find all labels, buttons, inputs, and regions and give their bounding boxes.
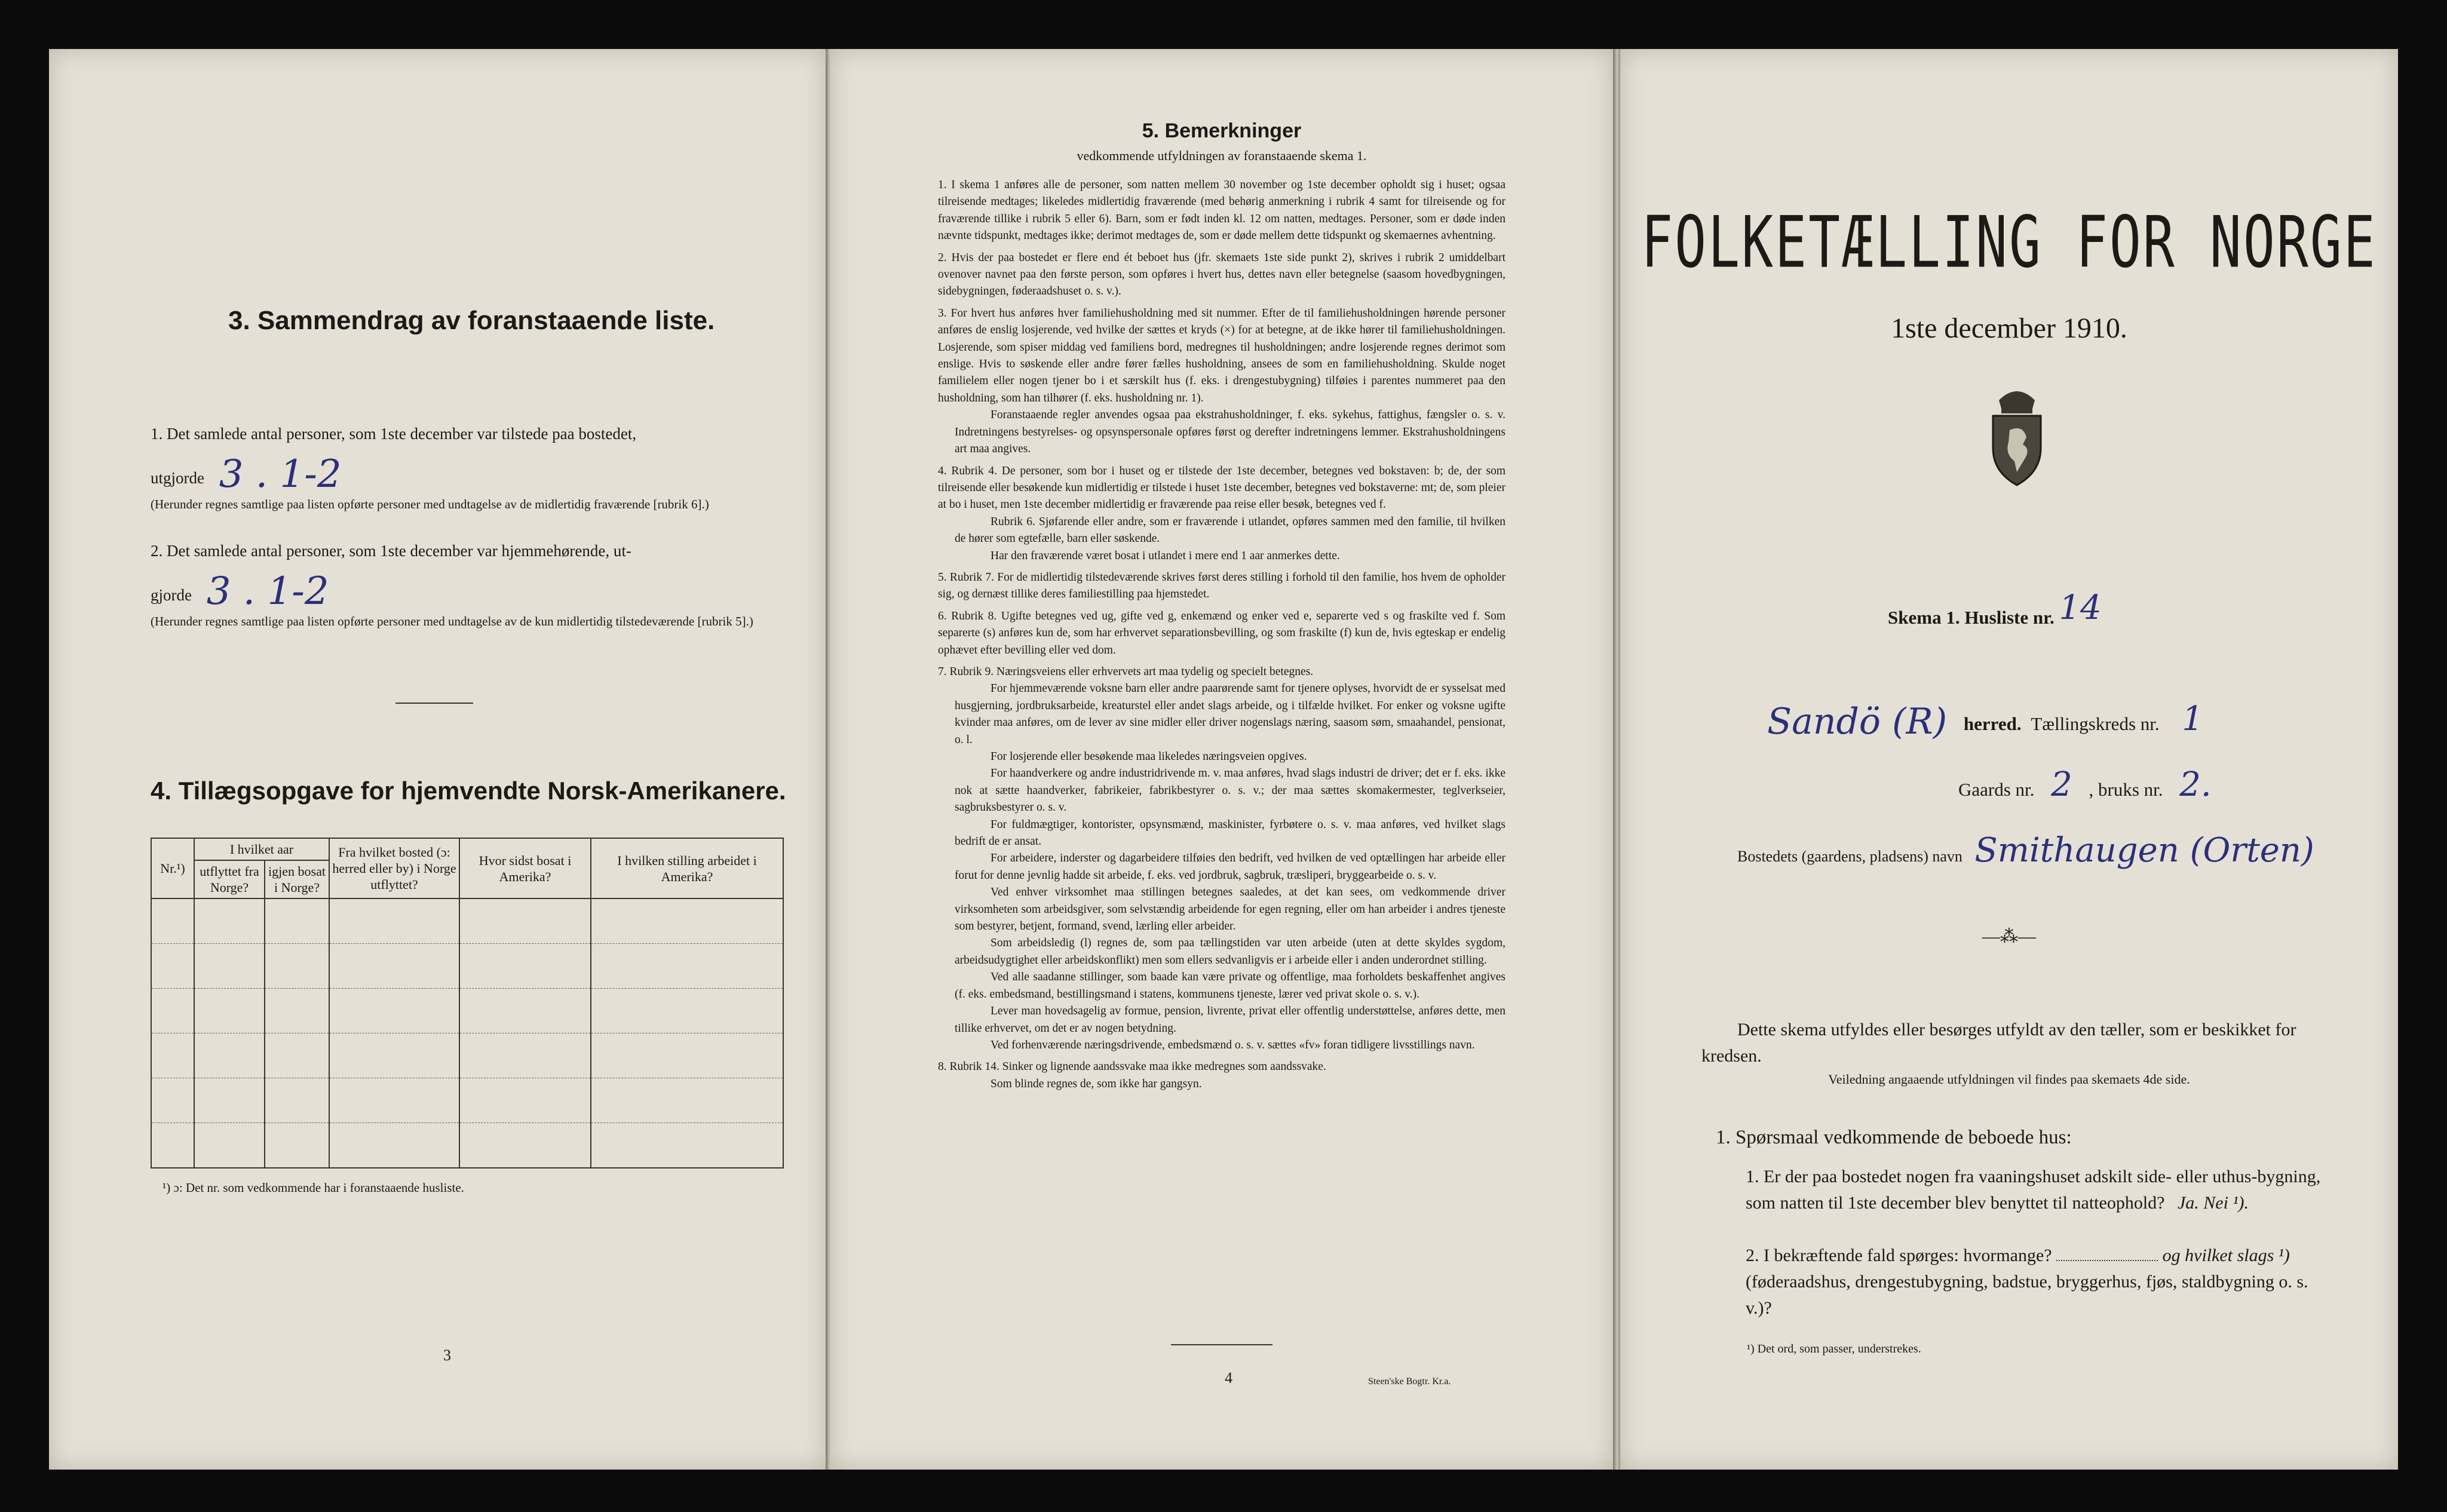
- table-row: [151, 898, 783, 944]
- census-date: 1ste december 1910.: [1891, 312, 2127, 344]
- remark-7-j: Ved forhenværende næringsdrivende, embedsmænd o. s. v. sættes «fv» foran tidligere livsstillings navn.: [991, 1038, 1475, 1051]
- item-2-utgjorde-label: gjorde: [151, 586, 192, 604]
- item-1-note: (Herunder regnes samtlige paa listen opførte personer med undtagelse av de midlertidig fraværende [rubrik 6].): [151, 497, 709, 511]
- remark-4: 4. Rubrik 4. De personer, som bor i huset og er tilstede der 1ste december, betegnes ved bokstaven: b; de, der som tilreisende eller besøkende kun midlertidig er tilstede i huset 1ste december, betegnes ved bokstaverne: mt; de, som pleier at bo i huset, men 1ste december midlertidig er fraværende paa reise eller besøk, betegnes ved f.: [938, 464, 1505, 511]
- printer-credit: Steen'ske Bogtr. Kr.a.: [1368, 1376, 1451, 1387]
- remark-7-c: For haandverkere og andre industridrivende m. v. maa anføres, hvad slags industri de driver; det er f. eks. ikke nok at sætte haandverker, fabrikeier, fabrikbestyrer o. s. v.; der maa sættes skomakermester, teglverkseier, sagbruksbestyrer o. s. v.: [955, 767, 1505, 814]
- herred-line: [1767, 700, 2204, 743]
- item-2-note: (Herunder regnes samtlige paa listen opførte personer med undtagelse av de kun midlertidig tilstedeværende [rubrik 5].): [151, 614, 753, 628]
- kreds-label: Tællingskreds nr.: [2031, 713, 2160, 734]
- question-1-text: 1. Er der paa bostedet nogen fra vaaningshuset adskilt side- eller uthus-bygning, som natten til 1ste december blev benyttet til natteophold?: [1746, 1167, 2321, 1213]
- norwegian-lion-crest-icon: [1981, 382, 2053, 490]
- page-number: 3: [443, 1347, 451, 1364]
- col-fra: Fra hvilket bosted (ɔ: herred eller by) i Norge utflyttet?: [329, 838, 459, 898]
- remark-8: 8. Rubrik 14. Sinker og lignende aandssvake maa ikke medregnes som aandssvake.: [938, 1060, 1326, 1074]
- question-1-answer: Ja. Nei ¹).: [2177, 1193, 2249, 1213]
- remarks-heading: 5. Bemerkninger: [1142, 119, 1302, 142]
- page-number: 4: [1225, 1369, 1232, 1387]
- remark-3: 3. For hvert hus anføres hver familiehusholdning med sit nummer. Efter de til familiehusholdningen hørende personer anføres de enslig losjerende, ved hvilke der sættes et kryds (×) for at betegne, at de ikke hører til familiehusholdningen. Losjerende, som spiser middag ved familiens bord, medregnes til husholdningen; andre losjerende regnes derimot som enslige. Hvis to søskende eller andre fører fælles husholdning, ansees de som en familiehusholdning. Skulde noget familielem eller nogen tjener bo i et særskilt hus (f. eks. i drengestubygning) tilføies i parentes nummeret paa den husholdning, som han tilhører (f. eks. husholdning nr. 1).: [938, 306, 1505, 404]
- col-stilling: I hvilken stilling arbeidet i Amerika?: [591, 838, 783, 898]
- remark-4-bosat: Har den fraværende været bosat i utlandet i mere end 1 aar anmerkes dette.: [991, 549, 1340, 562]
- skema-text: Skema 1. Husliste nr.: [1888, 607, 2055, 628]
- remark-4-rubrik-6: Rubrik 6. Sjøfarende eller andre, som er fraværende i utlandet, opføres sammen med den familie, til hvilken de hører som egtefælle, barn eller søskende.: [955, 515, 1505, 545]
- col-igjen: igjen bosat i Norge?: [265, 860, 329, 898]
- instruction-text: Dette skema utfyldes eller besørges utfyldt av den tæller, som er beskikket for kredsen.: [1701, 1020, 2296, 1066]
- table-row: [151, 1033, 783, 1078]
- herred-value: Sandö (R): [1767, 701, 1948, 743]
- questions-heading: 1. Spørsmaal vedkommende de beboede hus:: [1716, 1127, 2072, 1148]
- question-2-text: 2. I bekræftende fald spørges: hvormange?: [1746, 1246, 2052, 1265]
- section-3-item-1: [151, 421, 766, 514]
- col-nr: Nr.¹): [151, 838, 194, 898]
- remark-7-f: Ved enhver virksomhet maa stillingen betegnes saaledes, at det kan sees, om vedkommende driver virksomheten som arbeidsgiver, som selvstændig arbeidende for egen regning, eller om han arbeider i andres tjeneste som bestyrer, betjent, formand, svend, lærling eller arbeider.: [955, 886, 1505, 933]
- gaards-value: 2: [2051, 765, 2072, 804]
- section-3-item-2: [151, 538, 766, 631]
- remark-1: 1. I skema 1 anføres alle de personer, som natten mellem 30 november og 1ste december opholdt sig i huset; ogsaa tilreisende medtages; likeledes midlertidig fraværende (med behørig anmerkning i rubrik 4 samt for tilreisende og for fraværende tillike i rubrik 5 eller 6). Barn, som er født inden kl. 12 om natten, medtages. Personer, som er døde inden nævnte tidspunkt, medtages ikke; derimot medtages de, som er døde mellem dette tidspunkt og skemaernes avhentning.: [938, 179, 1505, 243]
- col-utflyttet: utflyttet fra Norge?: [194, 860, 265, 898]
- skema-label: [1888, 588, 2102, 631]
- remark-3-extra: Foranstaaende regler anvendes ogsaa paa ekstrahusholdninger, f. eks. sykehus, fattighus, fængsler o. s. v. Indretningens bestyrelses- og opsynspersonale opføres først og derefter indretningens lemmer. Ekstrahusholdningens art maa angives.: [955, 409, 1505, 456]
- right-footnote: ¹) Det ord, som passer, understrekes.: [1747, 1342, 1921, 1355]
- col-hvor: Hvor sidst bosat i Amerika?: [459, 838, 591, 898]
- item-1-text: 1. Det samlede antal personer, som 1ste december var tilstede paa bostedet,: [151, 425, 637, 443]
- remark-7-h: Ved alle saadanne stillinger, som baade kan være private og offentlige, maa forholdets beskaffenhet angives (f. eks. embedsmand, bestillingsmand i statens, kommunens tjeneste, lærer ved privat skole o. s. v.).: [955, 971, 1505, 1001]
- guidance-text: Veiledning angaaende utfyldningen vil findes paa skemaets 4de side.: [1828, 1072, 2190, 1087]
- remark-7-g: Som arbeidsledig (l) regnes de, som paa tællingstiden var uten arbeide (uten at dette skyldes sygdom, arbeidsudygtighet eller arbeidskonflikt) men som ellers sedvanligvis er i arbeide eller i anden underordnet stilling.: [955, 937, 1505, 967]
- herred-label: herred.: [1963, 713, 2022, 734]
- remark-5: 5. Rubrik 7. For de midlertidig tilstedeværende skrives først deres stilling i forhold til den familie, hos hvem de opholder sig, og dernæst tillike deres familiestilling paa hjemstedet.: [938, 571, 1505, 601]
- remark-7: 7. Rubrik 9. Næringsveiens eller erhvervets art maa tydelig og specielt betegnes.: [938, 665, 1314, 678]
- section-3-heading: 3. Sammendrag av foranstaaende liste.: [228, 306, 715, 335]
- ornament: —⁂—: [1982, 927, 2036, 946]
- question-2-examples: (føderaadshus, drengestubygning, badstue, bryggerhus, fjøs, staldbygning o. s. v.)?: [1746, 1272, 2308, 1318]
- divider: [395, 703, 473, 704]
- section-4-heading: 4. Tillægsopgave for hjemvendte Norsk-Amerikanere.: [151, 777, 786, 805]
- bruks-label: , bruks nr.: [2089, 779, 2163, 800]
- table-row: [151, 1078, 783, 1123]
- remark-6: 6. Rubrik 8. Ugifte betegnes ved ug, gifte ved g, enkemænd og enker ved e, separerte ved s og fraskilte ved f. Som separerte (s) anføres kun de, som har erhvervet separationsbevilling, og som fraskilte (f) kun de, hvis egteskap er endelig ophævet efter bevilling eller ved dom.: [938, 609, 1505, 657]
- item-2-text: 2. Det samlede antal personer, som 1ste december var hjemmehørende, ut-: [151, 542, 631, 560]
- item-2-handwritten-value: 3 . 1-2: [206, 569, 329, 614]
- husliste-number: 14: [2059, 588, 2102, 627]
- divider: [1171, 1344, 1272, 1345]
- item-1-handwritten-value: 3 . 1-2: [219, 452, 342, 496]
- census-title: FOLKETÆLLING FOR NORGE: [1641, 200, 2377, 284]
- remark-7-b: For losjerende eller besøkende maa likeledes næringsveien opgives.: [991, 750, 1307, 763]
- table-row: [151, 989, 783, 1033]
- remarks-subheading: vedkommende utfyldningen av foranstaaende skema 1.: [1077, 148, 1367, 163]
- item-1-utgjorde-label: utgjorde: [151, 469, 204, 487]
- remark-7-d: For fuldmægtiger, kontorister, opsynsmænd, maskinister, fyrbøtere o. s. v. maa anføres, ved hvilket slags bedrift de er ansat.: [955, 818, 1505, 848]
- question-2-kind: og hvilket slags ¹): [2162, 1246, 2290, 1265]
- right-page: [1620, 49, 2398, 1470]
- middle-page: [830, 49, 1613, 1470]
- gaards-label: Gaards nr.: [1958, 779, 2035, 800]
- remark-7-a: For hjemmeværende voksne barn eller andre paarørende samt for tjenere oplyses, hvorvidt de er sysselsat med husgjerning, jordbruksarbeide, kreaturstel eller andet slags arbeide, og i tilfælde hvilket. For enker og voksne ugifte kvinder maa anføres, om de lever av sine midler eller driver nogenslags næring, saasom søm, smaahandel, pensionat, o. l.: [955, 682, 1505, 746]
- bosted-line: [1737, 831, 2314, 870]
- remark-7-e: For arbeidere, inderster og dagarbeidere tilføies den bedrift, ved hvilken de ved optællingen har arbeide eller forut for denne jevnlig hadde sit arbeide, f. eks. ved jordbruk, sagbruk, træsliperi, bryggearbeide o. s. v.: [955, 852, 1505, 882]
- question-2: [1746, 1243, 2337, 1321]
- bosted-label: Bostedets (gaardens, pladsens) navn: [1737, 848, 1962, 865]
- table-row: [151, 1123, 783, 1168]
- bosted-value: Smithaugen (Orten): [1974, 831, 2314, 870]
- table-footnote: ¹) ɔ: Det nr. som vedkommende har i foranstaaende husliste.: [162, 1180, 464, 1195]
- gaards-line: [1958, 765, 2212, 804]
- remark-8-a: Som blinde regnes de, som ikke har gangsyn.: [991, 1077, 1202, 1090]
- question-1: [1746, 1164, 2337, 1216]
- col-group-year: I hvilket aar: [194, 838, 329, 860]
- table-row: [151, 944, 783, 989]
- bruks-value: 2.: [2179, 765, 2212, 804]
- remarks-list: [938, 177, 1505, 1093]
- norsk-amerikanere-table: [151, 838, 784, 1168]
- left-page: [49, 49, 826, 1470]
- remark-2: 2. Hvis der paa bostedet er flere end ét beboet hus (jfr. skemaets 1ste side punkt 2), skrives i rubrik 2 umiddelbart ovenover navnet paa den første person, som opføres i hvert hus, dettes navn eller betegnelse (saasom hovedbygningen, sidebygningen, føderaadshuset o. s. v.).: [938, 251, 1505, 298]
- remark-7-i: Lever man hovedsagelig av formue, pension, livrente, privat eller offentlig understøttelse, anføres dette, men tillike erhvervet, om det er av nogen betydning.: [955, 1005, 1505, 1035]
- kreds-value: 1: [2182, 700, 2204, 738]
